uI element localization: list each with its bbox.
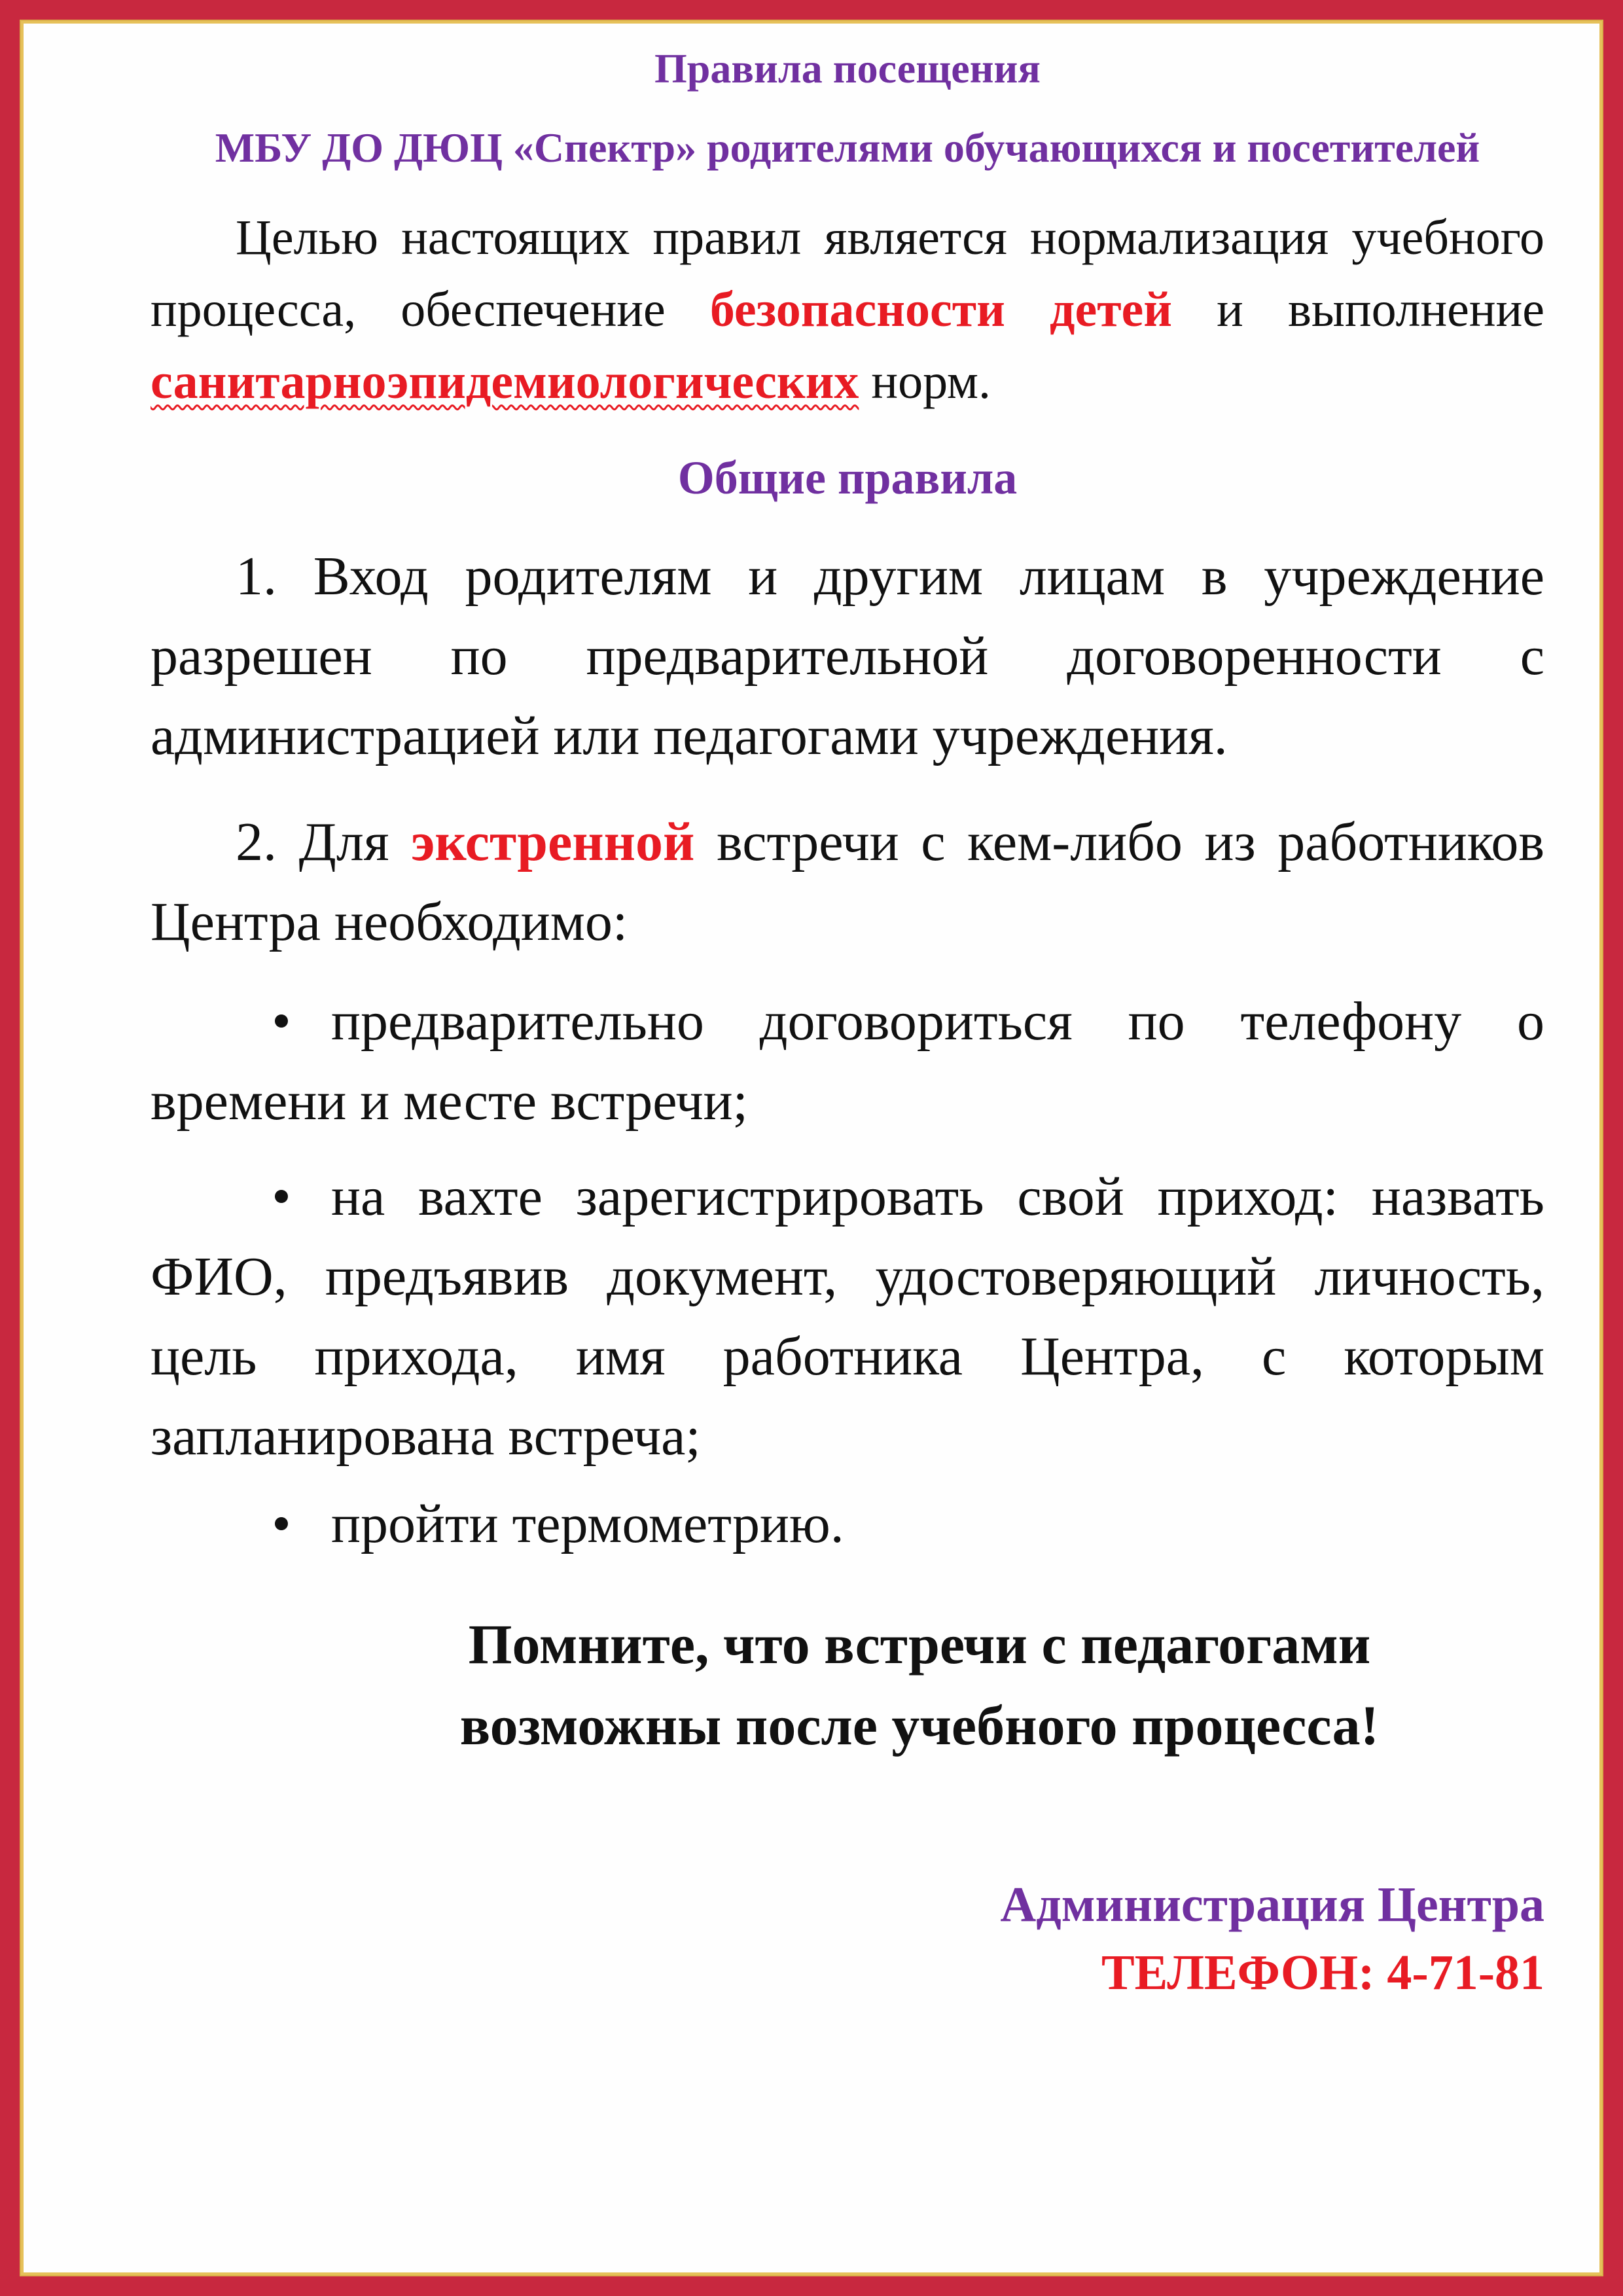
footer-phone: ТЕЛЕФОН: 4-71-81 <box>1101 1945 1544 2000</box>
bullet-item-register <box>151 1157 1544 1477</box>
intro-highlight-sanitary: санитарноэпидемиологических <box>151 354 859 409</box>
rule-2-text-2: встречи с кем-либо из работников Центра необходимо: <box>151 812 1544 952</box>
document-subtitle: МБУ ДО ДЮЦ «Спектр» родителями обучающихся и посетителей <box>215 124 1480 171</box>
rule-2-highlight: экстренной <box>411 812 695 872</box>
intro-highlight-safety: безопасности детей <box>709 282 1173 337</box>
rule-2 <box>151 802 1544 962</box>
reminder-note <box>294 1604 1544 1766</box>
footer-administration: Администрация Центра <box>1000 1877 1544 1932</box>
bullet-dot-icon: • <box>272 1494 291 1554</box>
bullet-item-phone <box>151 982 1544 1141</box>
bullet-text: предварительно договориться по телефону о времени и месте встречи; <box>151 991 1544 1132</box>
reminder-line-2: возможны после учебного процесса! <box>459 1694 1380 1757</box>
document-page <box>151 39 1544 2007</box>
intro-text-2: и выполнение <box>1172 282 1544 337</box>
intro-paragraph <box>151 202 1544 418</box>
bullet-item-thermometry <box>151 1484 1544 1564</box>
document-title: Правила посещения <box>654 45 1041 92</box>
bullet-dot-icon: • <box>272 1166 291 1227</box>
bullet-dot-icon: • <box>272 991 291 1052</box>
intro-text-1: Целью настоящих правил является нормализация учебного процесса, обеспечение <box>151 210 1544 337</box>
section-title-general-rules: Общие правила <box>677 452 1018 504</box>
rule-2-text-1: 2. Для <box>236 812 412 872</box>
bullet-text: на вахте зарегистрировать свой приход: назвать ФИО, предъявив документ, удостоверяющий личность, цель прихода, имя работника Центра, с которым запланирована встреча; <box>151 1166 1544 1467</box>
rule-1: 1. Вход родителям и другим лицам в учреждение разрешен по предварительной договоренности с администрацией или педагогами учреждения. <box>151 546 1544 766</box>
intro-text-3: норм. <box>859 354 991 409</box>
bullet-text: пройти термометрию. <box>331 1494 844 1554</box>
reminder-line-1: Помните, что встречи с педагогами <box>468 1613 1371 1676</box>
